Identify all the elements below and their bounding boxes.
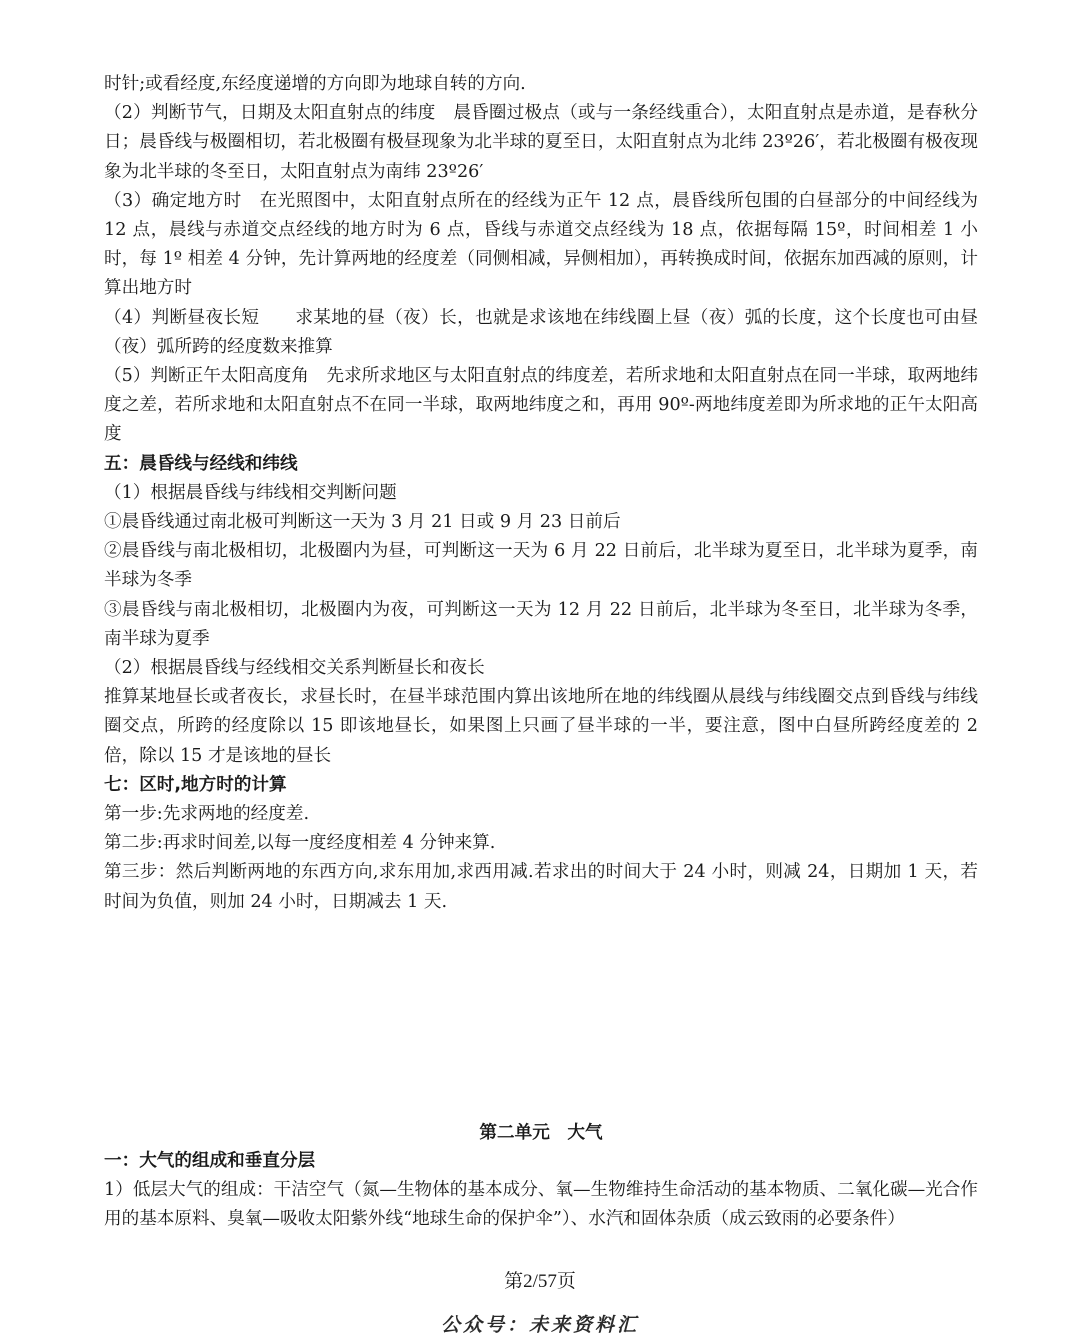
paragraph: 第三步：然后判断两地的东西方向,求东用加,求西用减.若求出的时间大于 24 小时，则减 24，日期加 1 天，若时间为负值，则加 24 小时，日期减去 1 天. xyxy=(104,862,978,912)
paragraph: ①晨昏线通过南北极可判断这一天为 3 月 21 日或 9 月 23 日前后 xyxy=(104,512,621,533)
unit-title: 第二单元 大气 xyxy=(479,1123,603,1143)
paragraph: 推算某地昼长或者夜长，求昼长时，在昼半球范围内算出该地所在地的纬线圈从晨线与纬线圈交点到昏线与纬线圈交点，所跨的经度除以 15 即该地昼长，如果图上只画了昼半球的一半，要注意，图中白昼所跨经度差的 2 倍，除以 15 才是该地的昼长 xyxy=(104,687,978,766)
paragraph: （2）判断节气，日期及太阳直射点的纬度 晨昏圈过极点（或与一条经线重合），太阳直射点是赤道，是春秋分日；晨昏线与极圈相切，若北极圈有极昼现象为北半球的夏至日，太阳直射点为北纬 23º26′，若北极圈有极夜现象为北半球的冬至日，太阳直射点为南纬 23º26′ xyxy=(104,103,978,182)
paragraph: （4）判断昼夜长短 求某地的昼（夜）长，也就是求该地在纬线圈上昼（夜）弧的长度，这个长度也可由昼（夜）弧所跨的经度数来推算 xyxy=(104,307,978,357)
page-number: 第2/57页 xyxy=(504,1271,576,1292)
paragraph: 时针;或看经度,东经度递增的方向即为地球自转的方向. xyxy=(104,74,526,94)
unit-section xyxy=(104,1147,978,1235)
paragraph: （2）根据晨昏线与经线相交关系判断昼长和夜长 xyxy=(104,658,485,679)
paragraph: ②晨昏线与南北极相切，北极圈内为昼，可判断这一天为 6 月 22 日前后，北半球为夏至日，北半球为夏季，南半球为冬季 xyxy=(104,541,978,591)
section-heading: 七：区时,地方时的计算 xyxy=(104,774,287,795)
section-heading: 五：晨昏线与经线和纬线 xyxy=(104,453,298,474)
paragraph: ③晨昏线与南北极相切，北极圈内为夜，可判断这一天为 12 月 22 日前后，北半球为冬至日，北半球为冬季，南半球为夏季 xyxy=(104,599,978,649)
paragraph: 第一步:先求两地的经度差. xyxy=(104,804,310,825)
watermark: 公众号：未来资料汇 xyxy=(440,1314,639,1336)
document-body xyxy=(104,70,978,917)
paragraph: （5）判断正午太阳高度角 先求所求地区与太阳直射点的纬度差，若所求地和太阳直射点在同一半球，取两地纬度之差，若所求地和太阳直射点不在同一半球，取两地纬度之和，再用 90º-两地纬度差即为所求地的正午太阳高度 xyxy=(104,366,978,445)
paragraph: 1）低层大气的组成：干洁空气（氮—生物体的基本成分、氧—生物维持生命活动的基本物质、二氧化碳—光合作用的基本原料、臭氧—吸收太阳紫外线“地球生命的保护伞”）、水汽和固体杂质（成云致雨的必要条件） xyxy=(104,1180,978,1230)
paragraph: （3）确定地方时 在光照图中，太阳直射点所在的经线为正午 12 点，晨昏线所包围的白昼部分的中间经线为 12 点，晨线与赤道交点经线的地方时为 6 点，昏线与赤道交点经线为 18 点，依据每隔 15º，时间相差 1 小时，每 1º 相差 4 分钟，先计算两地的经度差（同侧相减，异侧相加），再转换成时间，依据东加西减的原则，计算出地方时 xyxy=(104,190,978,299)
paragraph: （1）根据晨昏线与纬线相交判断问题 xyxy=(104,482,397,503)
paragraph: 第二步:再求时间差,以每一度经度相差 4 分钟来算. xyxy=(104,833,496,854)
section-heading: 一：大气的组成和垂直分层 xyxy=(104,1151,316,1171)
